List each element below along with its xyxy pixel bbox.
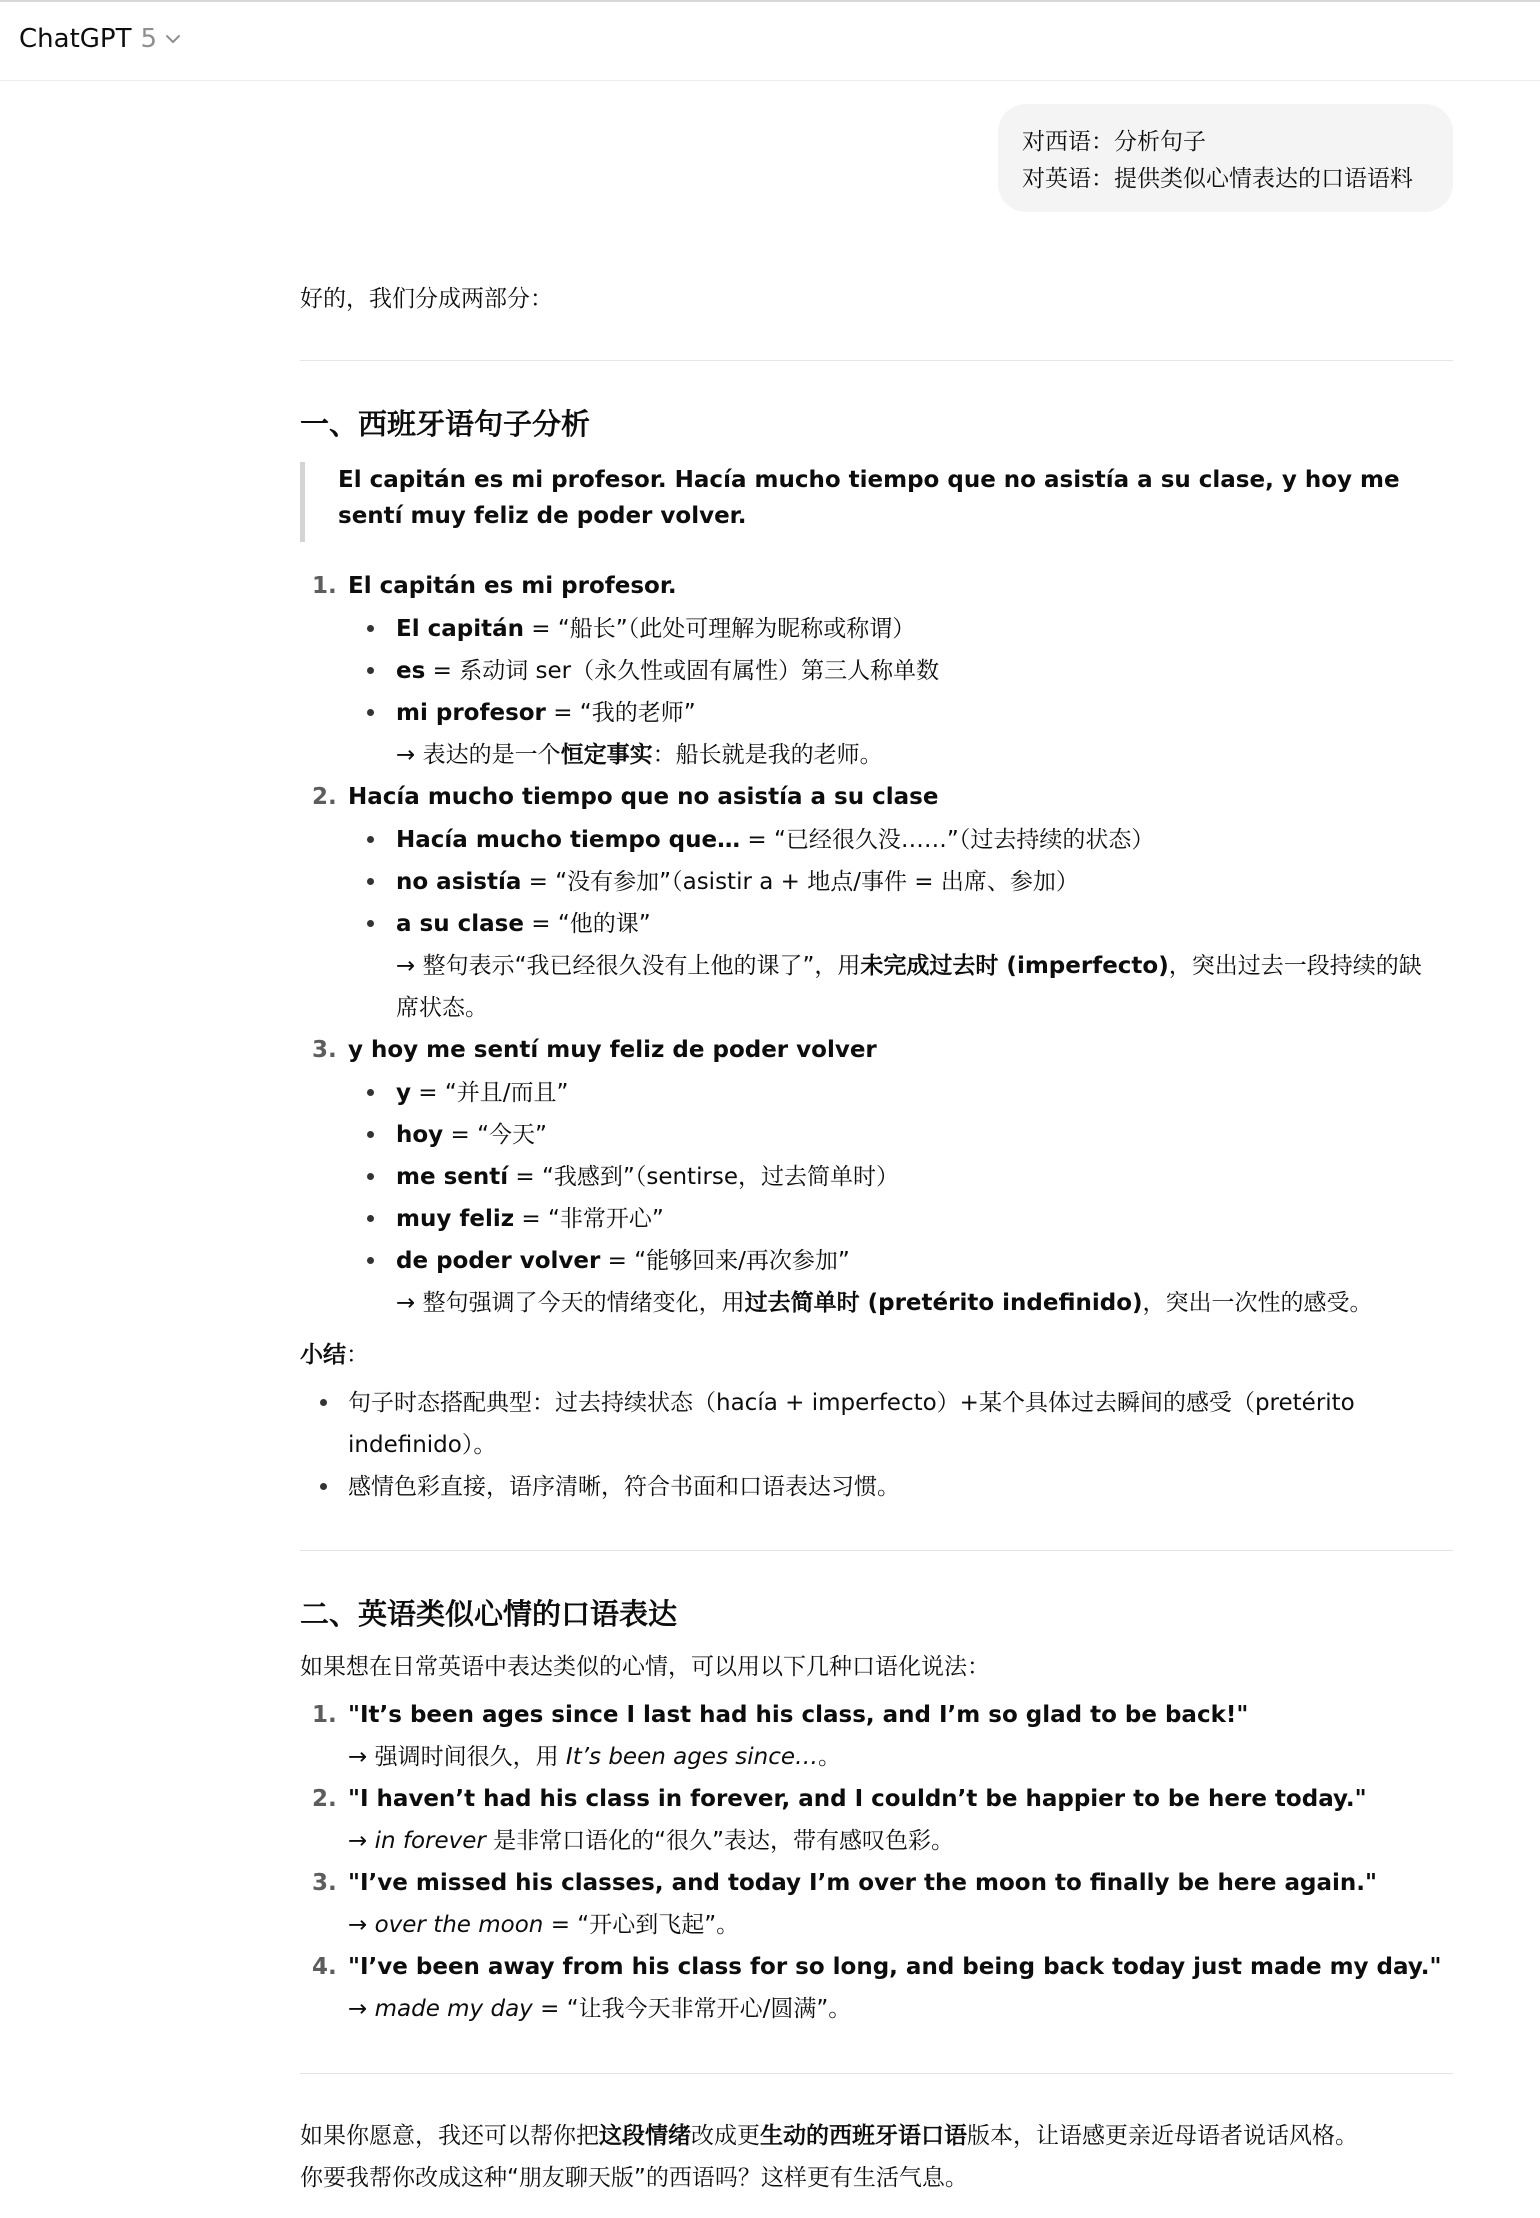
note-emphasis: 过去简单时 (pretérito indefinido)	[744, 1290, 1143, 1316]
term-explanation: = “他的课”	[523, 911, 651, 937]
summary-heading	[300, 1337, 369, 1373]
note-text: ，突出过去一段持续的缺	[1168, 953, 1422, 979]
example-note	[348, 1739, 841, 1775]
top-bar	[0, 2, 1540, 81]
example-note	[348, 1823, 954, 1859]
bullet	[367, 667, 374, 674]
closing-text: 版本，让语感更亲近母语者说话风格。	[967, 2123, 1358, 2149]
list-number: 2.	[312, 1786, 337, 1812]
divider	[300, 2073, 1453, 2074]
list-item-title: y hoy me sentí muy feliz de poder volver	[348, 1037, 877, 1063]
summary-point: 感情色彩直接，语序清晰，符合书面和口语表达习惯。	[348, 1474, 900, 1500]
term-explanation: = “我的老师”	[545, 700, 696, 726]
summary-colon: ：	[346, 1342, 369, 1368]
term-explanation: = “能够回来/再次参加”	[600, 1248, 850, 1274]
example-quote: "I haven’t had his class in forever, and I couldn’t be happier to be here today."	[348, 1786, 1367, 1812]
list-item	[396, 653, 939, 689]
list-item	[396, 906, 651, 942]
term-explanation: = “船长”（此处可理解为昵称或称谓）	[524, 616, 916, 642]
list-number: 1.	[312, 573, 337, 599]
term: de poder volver	[396, 1248, 601, 1274]
note-italic: over the moon	[374, 1912, 544, 1938]
user-message-bubble	[998, 104, 1453, 212]
term: mi profesor	[396, 700, 546, 726]
note-text: → 强调时间很久，用	[348, 1744, 566, 1770]
term: no asistía	[396, 869, 522, 895]
closing-paragraph	[300, 2118, 1358, 2154]
bullet	[367, 1257, 374, 1264]
user-message-line: 对英语：提供类似心情表达的口语语料	[1022, 166, 1413, 192]
response-intro: 好的，我们分成两部分：	[300, 286, 553, 312]
bullet	[367, 1089, 374, 1096]
divider	[300, 1550, 1453, 1551]
bullet	[367, 1173, 374, 1180]
note-text: ：船长就是我的老师。	[652, 742, 883, 768]
bullet	[367, 920, 374, 927]
note-text: = “开心到飞起”。	[543, 1912, 740, 1938]
list-item	[396, 1243, 850, 1279]
chevron-down-icon[interactable]	[165, 34, 181, 44]
term-explanation: = “已经很久没……”（过去持续的状态）	[740, 827, 1155, 853]
term-explanation: = “没有参加”（asistir a + 地点/事件 = 出席、参加）	[521, 869, 1079, 895]
list-item-note-continued: 席状态。	[396, 995, 488, 1021]
example-quote: "It’s been ages since I last had his class, and I’m so glad to be back!"	[348, 1702, 1249, 1728]
blockquote: El capitán es mi profesor. Hacía mucho tiempo que no asistía a su clase, y hoy me sentí muy feliz de poder volver.	[300, 462, 1453, 542]
term: y	[396, 1080, 411, 1106]
term: me sentí	[396, 1164, 509, 1190]
list-item-note	[396, 737, 883, 773]
list-number: 3.	[312, 1037, 337, 1063]
bullet	[367, 709, 374, 716]
list-item	[396, 1117, 547, 1153]
bullet	[320, 1483, 327, 1490]
summary-label: 小结	[300, 1342, 346, 1368]
term-explanation: = 系动词 ser（永久性或固有属性）第三人称单数	[425, 658, 940, 684]
term: hoy	[396, 1122, 444, 1148]
bullet	[367, 1215, 374, 1222]
list-item	[396, 822, 1154, 858]
list-item	[396, 1201, 664, 1237]
closing-text: 如果你愿意，我还可以帮你把	[300, 2123, 599, 2149]
term: El capitán	[396, 616, 524, 642]
bullet	[367, 836, 374, 843]
note-text: → 表达的是一个	[396, 742, 561, 768]
bullet	[367, 878, 374, 885]
term: muy feliz	[396, 1206, 515, 1232]
example-note	[348, 1991, 851, 2027]
summary-point: 句子时态搭配典型：过去持续状态（hacía + imperfecto）+某个具体过去瞬间的感受（pretérito	[348, 1390, 1355, 1416]
model-name: ChatGPT	[19, 24, 132, 54]
user-message-line: 对西语：分析句子	[1022, 129, 1206, 155]
closing-emphasis: 这段情绪	[599, 2123, 691, 2149]
term-explanation: = “今天”	[443, 1122, 547, 1148]
list-number: 2.	[312, 784, 337, 810]
note-text: → 整句强调了今天的情绪变化，用	[396, 1290, 745, 1316]
list-item-title: Hacía mucho tiempo que no asistía a su clase	[348, 784, 939, 810]
example-quote: "I’ve missed his classes, and today I’m over the moon to finally be here again."	[348, 1870, 1377, 1896]
section-intro: 如果想在日常英语中表达类似的心情，可以用以下几种口语化说法：	[300, 1654, 990, 1680]
list-item	[396, 864, 1079, 900]
note-text: 是非常口语化的“很久”表达，带有感叹色彩。	[485, 1828, 955, 1854]
list-number: 3.	[312, 1870, 337, 1896]
note-italic: in forever	[374, 1828, 486, 1854]
closing-text: 改成更	[691, 2123, 760, 2149]
note-text: → 整句表示“我已经很久没有上他的课了”，用	[396, 953, 861, 979]
note-emphasis: 恒定事实	[560, 742, 653, 768]
bullet	[367, 625, 374, 632]
note-text: →	[348, 1996, 375, 2022]
note-text: →	[348, 1828, 375, 1854]
closing-emphasis: 生动的西班牙语口语	[760, 2123, 967, 2149]
note-text: →	[348, 1912, 375, 1938]
section-heading: 一、西班牙语句子分析	[300, 407, 591, 441]
list-number: 1.	[312, 1702, 337, 1728]
list-item-title: El capitán es mi profesor.	[348, 573, 677, 599]
note-text: ，突出一次性的感受。	[1142, 1290, 1373, 1316]
divider	[300, 360, 1453, 361]
term-explanation: = “非常开心”	[514, 1206, 664, 1232]
list-item	[396, 1075, 568, 1111]
bullet	[367, 1131, 374, 1138]
example-quote: "I’ve been away from his class for so long, and being back today just made my day."	[348, 1954, 1442, 1980]
summary-point-continued: indefinido）。	[348, 1432, 497, 1458]
note-emphasis: 未完成过去时 (imperfecto)	[860, 953, 1169, 979]
model-switcher[interactable]	[19, 24, 181, 54]
closing-question: 你要我帮你改成这种“朋友聊天版”的西语吗？这样更有生活气息。	[300, 2165, 968, 2191]
note-text: = “让我今天非常开心/圆满”。	[532, 1996, 852, 2022]
note-italic: made my day	[374, 1996, 533, 2022]
term: Hacía mucho tiempo que…	[396, 827, 741, 853]
model-version: 5	[140, 24, 158, 54]
bullet	[320, 1399, 327, 1406]
note-text: 。	[818, 1744, 841, 1770]
list-item-note	[396, 1285, 1373, 1321]
list-item	[396, 611, 915, 647]
term: a su clase	[396, 911, 524, 937]
term-explanation: = “并且/而且”	[411, 1080, 569, 1106]
term-explanation: = “我感到”（sentirse，过去简单时）	[508, 1164, 900, 1190]
list-item-note	[396, 948, 1422, 984]
example-note	[348, 1907, 739, 1943]
list-item	[396, 695, 696, 731]
list-item	[396, 1159, 899, 1195]
section-heading: 二、英语类似心情的口语表达	[300, 1597, 678, 1631]
term: es	[396, 658, 426, 684]
list-number: 4.	[312, 1954, 337, 1980]
note-italic: It’s been ages since…	[565, 1744, 818, 1770]
